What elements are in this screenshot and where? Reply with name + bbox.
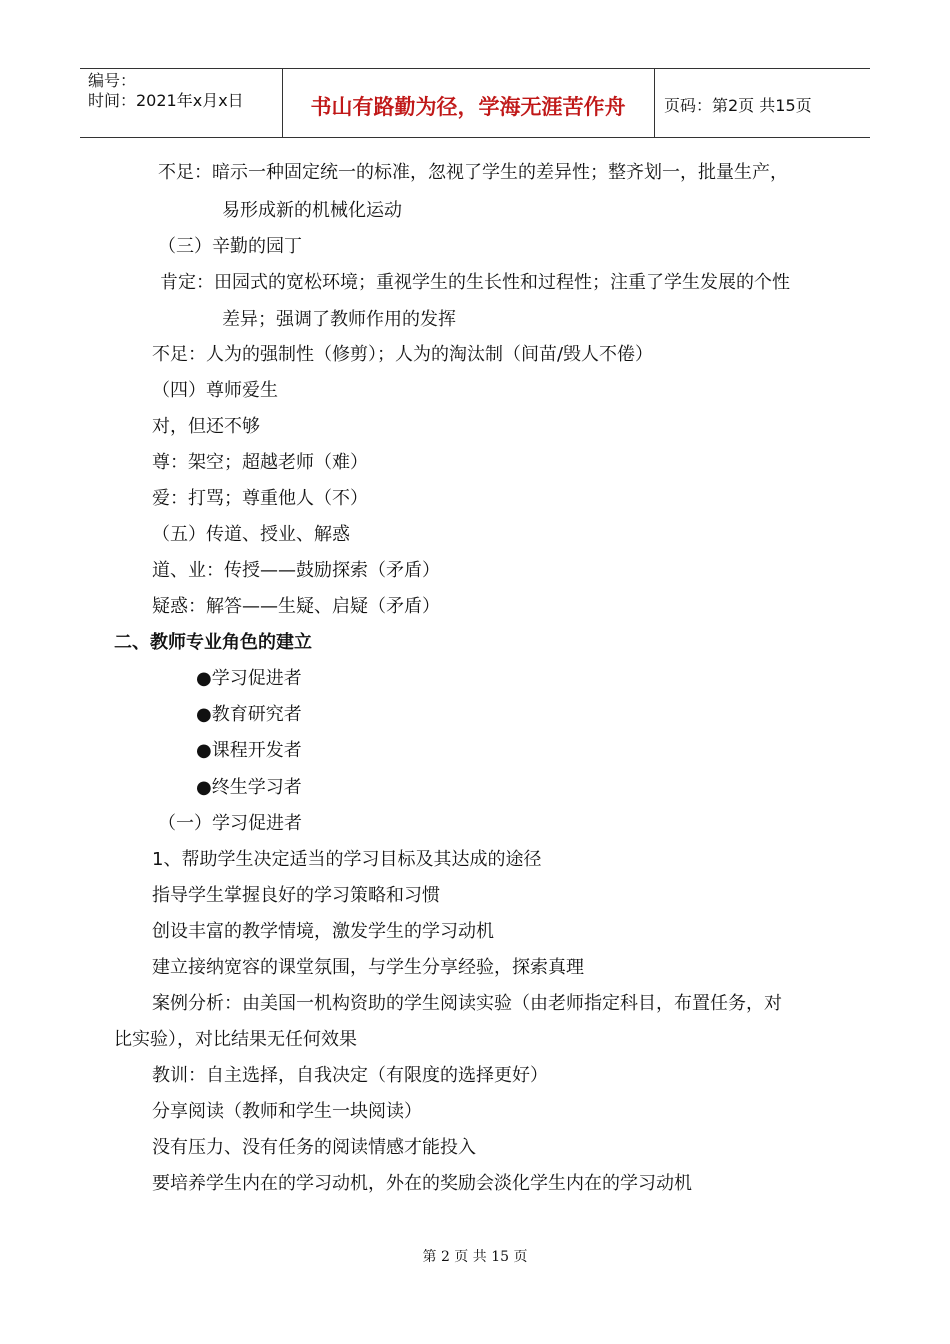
header-motto-cell <box>282 69 655 137</box>
text-line: 要培养学生内在的学习动机，外在的奖励会淡化学生内在的学习动机 <box>152 1173 692 1194</box>
section-heading: （五）传道、授业、解惑 <box>152 524 350 545</box>
text-line: 分享阅读（教师和学生一块阅读） <box>152 1101 422 1122</box>
page-info: 页码：第2页 共15页 <box>664 96 812 115</box>
text-line: 道、业：传授——鼓励探索（矛盾） <box>152 560 440 581</box>
text-line: 案例分析：由美国一机构资助的学生阅读实验（由老师指定科目，布置任务，对 <box>152 993 782 1014</box>
text-line: 没有压力、没有任务的阅读情感才能投入 <box>152 1137 476 1158</box>
bullet-item: ●教育研究者 <box>196 704 302 725</box>
text-line: 爱：打骂；尊重他人（不） <box>152 488 368 509</box>
section-heading: （四）尊师爱生 <box>152 380 278 401</box>
text-line: 建立接纳宽容的课堂氛围，与学生分享经验，探索真理 <box>152 957 584 978</box>
header-page-cell <box>654 69 870 137</box>
text-line: 疑惑：解答——生疑、启疑（矛盾） <box>152 596 440 617</box>
text-line: 不足：人为的强制性（修剪）；人为的淘汰制（间苗/毁人不倦） <box>152 344 654 365</box>
bullet-item: ●课程开发者 <box>196 740 302 761</box>
date-label: 时间：2021年x月x日 <box>88 91 244 110</box>
text-line: 对，但还不够 <box>152 416 260 437</box>
chapter-heading: 二、教师专业角色的建立 <box>114 632 312 653</box>
section-heading: （三）辛勤的园丁 <box>158 236 302 257</box>
text-line: 差异；强调了教师作用的发挥 <box>222 309 456 330</box>
page-header <box>80 68 870 138</box>
number-label: 编号： <box>88 71 137 90</box>
text-line: 指导学生掌握良好的学习策略和习惯 <box>152 885 440 906</box>
text-line: 肯定：田园式的宽松环境；重视学生的生长性和过程性；注重了学生发展的个性 <box>160 272 790 293</box>
bullet-item: ●终生学习者 <box>196 777 302 798</box>
text-line: 创设丰富的教学情境，激发学生的学习动机 <box>152 921 494 942</box>
page-footer: 第 2 页 共 15 页 <box>422 1249 528 1265</box>
bullet-item: ●学习促进者 <box>196 668 302 689</box>
text-line: 不足：暗示一种固定统一的标准，忽视了学生的差异性；整齐划一，批量生产， <box>158 162 788 183</box>
section-heading: （一）学习促进者 <box>158 813 302 834</box>
motto: 书山有路勤为径，学海无涯苦作舟 <box>310 95 626 119</box>
text-line: 比实验），对比结果无任何效果 <box>114 1029 357 1050</box>
text-line: 1、帮助学生决定适当的学习目标及其达成的途径 <box>152 849 542 870</box>
header-meta-cell <box>80 69 283 137</box>
text-line: 尊：架空；超越老师（难） <box>152 452 368 473</box>
text-line: 教训：自主选择，自我决定（有限度的选择更好） <box>152 1065 548 1086</box>
text-line: 易形成新的机械化运动 <box>222 200 402 221</box>
